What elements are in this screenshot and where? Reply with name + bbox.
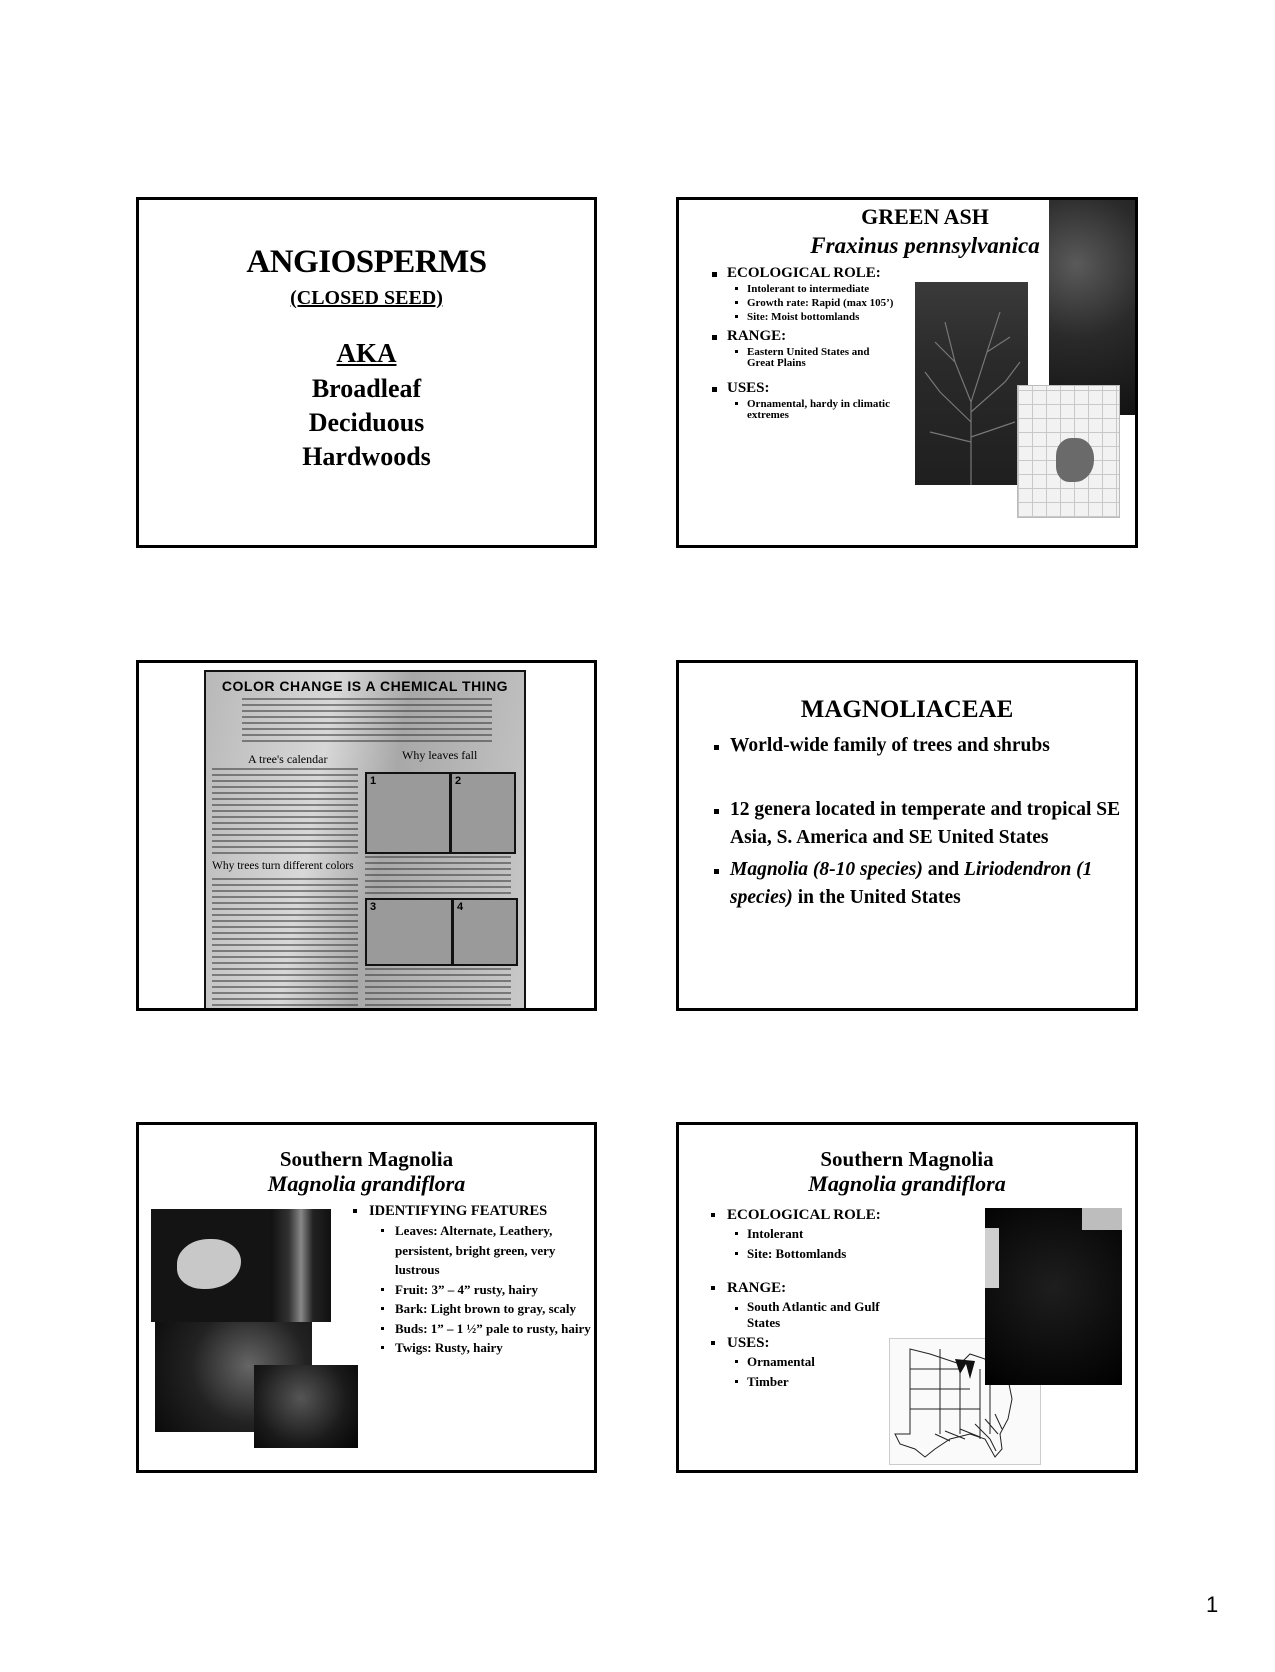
section-uses: USES: Ornamental Timber xyxy=(709,1335,889,1392)
diagram-panel-2: 2 xyxy=(450,772,516,854)
diagram-panel-3: 3 xyxy=(365,898,453,966)
aka-list xyxy=(139,372,594,474)
list-item: Intolerant xyxy=(727,1224,889,1244)
poster-text-block xyxy=(365,856,511,894)
slide-magnoliaceae xyxy=(676,660,1138,1011)
list-item: Site: Moist bottomlands xyxy=(727,312,894,323)
list-item: Bark: Light brown to gray, scaly xyxy=(373,1299,596,1319)
diagram-panel-4: 4 xyxy=(452,898,518,966)
section-identifying-features: IDENTIFYING FEATURES Leaves: Alternate, Leathery, persistent, bright green, very lustrous Fruit: 3” – 4” rusty, hairy Bark: Light brown to gray, scaly Buds: 1” – 1 ½” pale to rusty, hairy Twigs: Rusty, hairy xyxy=(351,1203,596,1358)
list-item: Timber xyxy=(727,1372,889,1392)
slide-title: ANGIOSPERMS xyxy=(246,244,487,280)
foliage-photo xyxy=(1049,200,1138,415)
slide-title: MAGNOLIACEAE xyxy=(800,696,1014,723)
tree-branches-icon xyxy=(915,282,1028,485)
sky-patch xyxy=(985,1228,999,1288)
magnolia-flower-icon xyxy=(177,1239,241,1289)
slide-subtitle: (CLOSED SEED) xyxy=(290,287,443,309)
list-item: Ornamental xyxy=(727,1352,889,1372)
aka-item: Broadleaf xyxy=(311,374,422,403)
list-item: South Atlantic and Gulf States xyxy=(727,1299,889,1331)
poster-text-block xyxy=(242,698,492,744)
tree-photo xyxy=(985,1208,1122,1385)
poster-title: COLOR CHANGE IS A CHEMICAL THING xyxy=(221,678,509,694)
aka-item: Hardwoods xyxy=(302,442,431,471)
section-uses: USES: Ornamental, hardy in climatic extremes xyxy=(709,381,894,421)
list-item: Buds: 1” – 1 ½” pale to rusty, hairy xyxy=(373,1319,596,1339)
bullet-list xyxy=(712,732,1122,912)
scientific-name: Fraxinus pennsylvanica xyxy=(810,233,1040,258)
slide-title: Southern Magnolia xyxy=(279,1147,454,1171)
leaves-photo xyxy=(254,1365,358,1448)
list-item: Ornamental, hardy in climatic extremes xyxy=(727,399,894,421)
bullet-list xyxy=(709,264,894,421)
poster-text-block xyxy=(365,968,511,1008)
slide-angiosperms xyxy=(136,197,597,548)
list-item: Eastern United States and Great Plains xyxy=(727,347,894,369)
slide-title: GREEN ASH xyxy=(861,204,989,229)
page-number: 1 xyxy=(1206,1592,1219,1617)
list-item: World-wide family of trees and shrubs xyxy=(712,732,1122,760)
section-ecological-role: ECOLOGICAL ROLE: Intolerant to intermediate Growth rate: Rapid (max 105’) Site: Moist bottomlands xyxy=(709,266,894,323)
aka-item: Deciduous xyxy=(308,408,425,437)
scientific-name: Magnolia grandiflora xyxy=(808,1171,1006,1196)
range-map xyxy=(1017,385,1120,518)
slide-southern-magnolia-ecology xyxy=(676,1122,1138,1473)
list-item: 12 genera located in temperate and tropical SE Asia, S. America and SE United States xyxy=(712,796,1122,852)
section-range: RANGE: South Atlantic and Gulf States xyxy=(709,1280,889,1331)
list-item: Growth rate: Rapid (max 105’) xyxy=(727,298,894,309)
list-item: Site: Bottomlands xyxy=(727,1244,889,1264)
poster-text-block xyxy=(212,768,358,858)
scientific-name: Magnolia grandiflora xyxy=(267,1171,466,1196)
list-item: Fruit: 3” – 4” rusty, hairy xyxy=(373,1280,596,1300)
newspaper-clipping-photo xyxy=(204,670,526,1010)
aka-label: AKA xyxy=(336,338,397,368)
diagram-panel-1: 1 xyxy=(365,772,451,854)
slide-green-ash xyxy=(676,197,1138,548)
list-item: Magnolia (8-10 species) and Liriodendron (1 species) in the United States xyxy=(712,856,1122,912)
flower-photo xyxy=(151,1209,271,1322)
bullet-list xyxy=(709,1207,889,1392)
section-range: RANGE: Eastern United States and Great Plains xyxy=(709,329,894,369)
list-item: Twigs: Rusty, hairy xyxy=(373,1338,596,1358)
section-ecological-role: ECOLOGICAL ROLE: Intolerant Site: Bottomlands xyxy=(709,1207,889,1264)
bark-photo xyxy=(271,1209,331,1322)
slide-southern-magnolia-features xyxy=(136,1122,597,1473)
list-item: Intolerant to intermediate xyxy=(727,284,894,295)
sky-patch xyxy=(1082,1208,1122,1230)
list-item: Leaves: Alternate, Leathery, persistent, bright green, very lustrous xyxy=(373,1221,596,1280)
poster-heading: Why trees turn different colors xyxy=(212,860,354,872)
poster-text-block xyxy=(212,878,358,1008)
slide-color-change-poster xyxy=(136,660,597,1011)
range-area xyxy=(1056,438,1094,482)
poster-heading: Why leaves fall xyxy=(402,748,478,762)
slide-title: Southern Magnolia xyxy=(820,1147,994,1171)
bare-tree-photo xyxy=(915,282,1028,485)
poster-heading: A tree's calendar xyxy=(248,752,328,766)
bullet-list xyxy=(351,1203,596,1358)
